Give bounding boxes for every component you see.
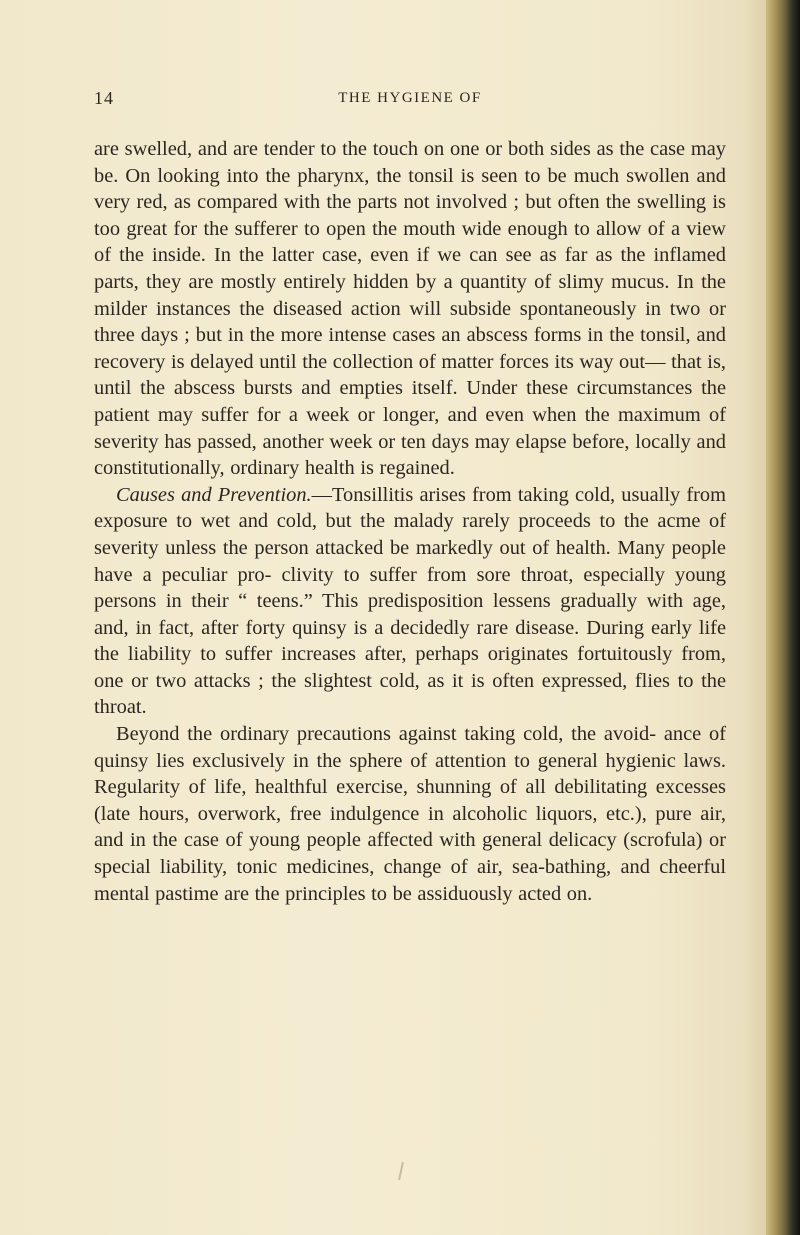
stray-ink-mark	[398, 1162, 404, 1180]
running-head: THE HYGIENE OF	[338, 90, 482, 106]
section-heading-causes-prevention: Causes and Prevention.	[116, 483, 312, 506]
paragraph-1: are swelled, and are tender to the touch on one or both sides as the case may be. On looking into the pharynx, the tonsil is seen to be much swollen and very red, as compared with the parts not involved ; but often the swelling is too great for the sufferer to open the mouth wide enough to allow of a view of the inside. In the latter case, even if we can see as far as the inflamed parts, they are mostly entirely hidden by a quantity of slimy mucus. In the milder instances the diseased action will subside spontaneously in two or three days ; but in the more intense cases an abscess forms in the tonsil, and recovery is delayed until the collection of matter forces its way out— that is, until the abscess bursts and empties itself. Under these circumstances the patient may suffer for a week or longer, and even when the maximum of severity has passed, another week or ten days may elapse before, locally and constitutionally, ordinary health is regained.	[94, 138, 726, 480]
page-header	[94, 88, 726, 110]
page-binding-edge	[766, 0, 800, 1235]
paragraph-3: Beyond the ordinary precautions against taking cold, the avoid- ance of quinsy lies exclusively in the sphere of attention to general hygienic laws. Regularity of life, healthful exercise, shunning of all debilitating excesses (late hours, overwork, free indulgence in alcoholic liquors, etc.), pure air, and in the case of young people affected with general delicacy (scrofula) or special liability, tonic medicines, change of air, sea-bathing, and cheerful mental pastime are the principles to be assiduously acted on.	[94, 723, 726, 905]
paragraph-2-text: —Tonsillitis arises from taking cold, usually from exposure to wet and cold, but the malady rarely proceeds to the acme of severity unless the person attacked be markedly out of health. Many people have a peculiar pro- clivity to suffer from sore throat, especially young persons in their “ teens.” This predisposition lessens gradually with age, and, in fact, after forty quinsy is a decidedly rare disease. During early life the liability to suffer increases after, perhaps originates fortuitously from, one or two attacks ; the slightest cold, as it is often expressed, flies to the throat.	[94, 483, 726, 719]
body-text	[94, 136, 726, 907]
page-number: 14	[94, 88, 114, 108]
paragraph-2	[94, 482, 726, 721]
